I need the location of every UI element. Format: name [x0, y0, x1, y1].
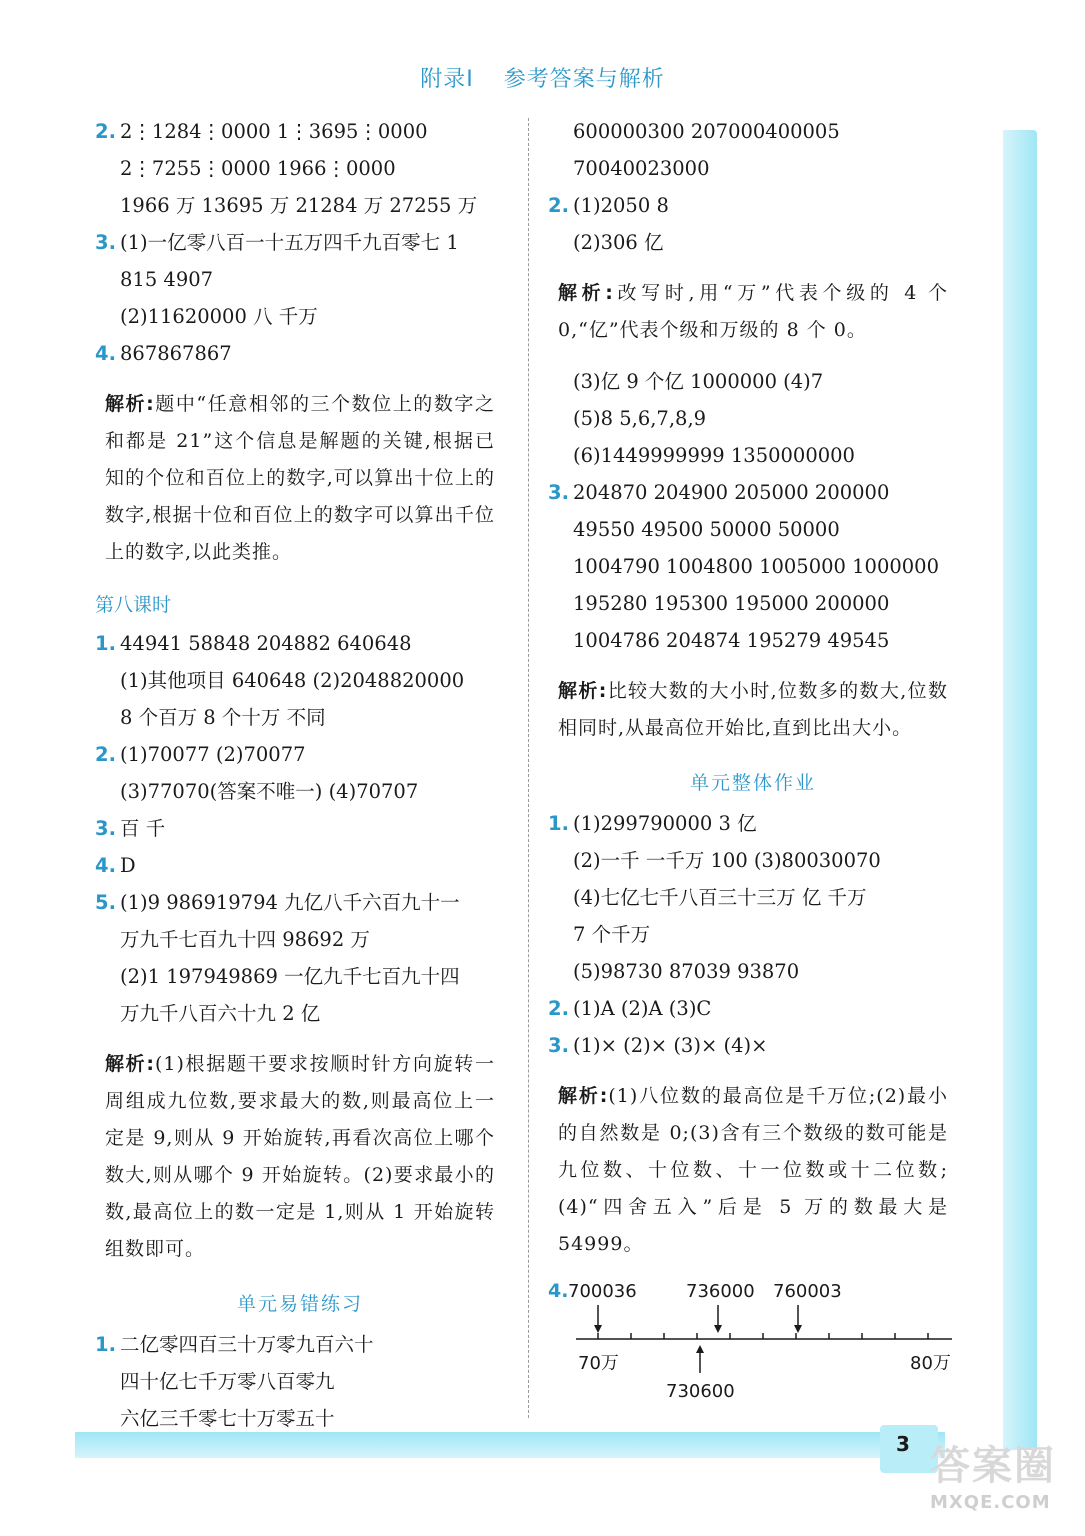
number-line-svg	[548, 1277, 958, 1407]
answer-line: 四十亿七千万零八百零九	[120, 1370, 335, 1393]
analysis-label: 解析:	[105, 393, 155, 415]
answer-text: (1)× (2)× (3)× (4)×	[573, 1034, 768, 1057]
answer-line: 195280 195300 195000 200000	[573, 592, 890, 615]
answer-line: 万九千七百九十四 98692 万	[120, 928, 370, 951]
answer-line: (1)其他项目 640648 (2)2048820000	[120, 669, 465, 692]
answer-line	[95, 884, 505, 921]
answer-line: (3)77070(答案不唯一) (4)70707	[120, 780, 419, 803]
answer-line: 7 个千万	[573, 923, 651, 946]
arrowhead-700036	[594, 1325, 602, 1333]
answer-line: (5)98730 87039 93870	[573, 960, 800, 983]
number-line-end-label: 80万	[910, 1353, 951, 1374]
analysis-label: 解析:	[558, 1085, 609, 1107]
analysis-block	[548, 1070, 958, 1269]
analysis-block	[95, 378, 505, 577]
answer-line	[548, 805, 958, 842]
answer-line: 815 4907	[120, 268, 214, 291]
answer-line: 六亿三千零七十万零五十	[120, 1407, 335, 1430]
header-title: 参考答案与解析	[503, 67, 665, 92]
answer-text: 44941 58848 204882 640648	[120, 632, 412, 655]
number-line-figure	[548, 1277, 958, 1407]
answer-line	[95, 113, 505, 150]
answer-line: (2)306 亿	[573, 231, 664, 254]
section-title: 单元易错练习	[236, 1293, 363, 1315]
question-number: 2.	[548, 997, 569, 1020]
analysis-label: 解析:	[558, 680, 608, 702]
analysis-text: 题中“任意相邻的三个数位上的数字之和都是 21”这个信息是解题的关键,根据已知的个位和百位上的数字,可以算出十位上的数字,根据十位和百位上的数字可以算出千位上的数字,以此类推。	[105, 393, 495, 563]
answer-line: 2⋮7255⋮0000 1966⋮0000	[120, 157, 396, 180]
answer-text: 204870 204900 205000 200000	[573, 481, 890, 504]
analysis-label: 解析:	[558, 282, 614, 304]
question-number: 2.	[95, 743, 116, 766]
answer-text: 二亿零四百三十万零九百六十	[120, 1333, 374, 1356]
watermark-text: 答案圈	[930, 1443, 1056, 1489]
number-line-label-760003: 760003	[773, 1281, 842, 1302]
answer-line	[95, 1326, 505, 1363]
analysis-block	[548, 665, 958, 753]
question-number: 1.	[95, 632, 116, 655]
answer-text: (1)9 986919794 九亿八千六百九十一	[120, 891, 460, 914]
number-line-label-736000: 736000	[686, 1281, 755, 1302]
question-number: 5.	[95, 891, 116, 914]
answer-text: (1)A (2)A (3)C	[573, 997, 712, 1020]
watermark-url: MXQE.COM	[930, 1492, 1051, 1513]
answer-text: (1)299790000 3 亿	[573, 812, 757, 835]
answer-line: 49550 49500 50000 50000	[573, 518, 840, 541]
answer-line: 1004786 204874 195279 49545	[573, 629, 890, 652]
answer-line	[95, 847, 505, 884]
page-header	[0, 62, 1085, 93]
answer-line	[95, 810, 505, 847]
answer-line: (4)七亿七千八百三十三万 亿 千万	[573, 886, 867, 909]
question-number: 4.	[548, 1280, 569, 1302]
question-number: 3.	[548, 1034, 569, 1057]
number-line-label-730600: 730600	[666, 1381, 735, 1402]
answer-text: D	[120, 854, 136, 877]
section-title: 单元整体作业	[689, 772, 816, 794]
right-column	[548, 113, 958, 1407]
question-number: 3.	[95, 817, 116, 840]
question-number: 2.	[548, 194, 569, 217]
question-number: 3.	[548, 481, 569, 504]
answer-line: 8 个百万 8 个十万 不同	[120, 706, 326, 729]
question-number: 4.	[95, 854, 116, 877]
analysis-block	[95, 1038, 505, 1274]
arrowhead-730600	[696, 1345, 704, 1353]
answer-line	[548, 1027, 958, 1064]
analysis-text: (1)八位数的最高位是千万位;(2)最小的自然数是 0;(3)含有三个数级的数可能是九位数、十位数、十一位数或十二位数;(4)“四舍五入”后是 5 万的数最大是 54999。	[558, 1085, 948, 1255]
question-number: 3.	[95, 231, 116, 254]
answer-line: (2)1 197949869 一亿九千七百九十四	[120, 965, 460, 988]
answer-line	[95, 625, 505, 662]
analysis-label: 解析:	[105, 1053, 155, 1075]
answer-line	[95, 224, 505, 261]
arrowhead-760003	[794, 1325, 802, 1333]
decorative-right-bar	[1003, 130, 1037, 1450]
answer-line: (6)1449999999 1350000000	[573, 444, 855, 467]
answer-text: (1)2050 8	[573, 194, 669, 217]
answer-text: 867867867	[120, 342, 232, 365]
answer-text: (1)一亿零八百一十五万四千九百零七 1	[120, 231, 459, 254]
question-number: 2.	[95, 120, 116, 143]
answer-line	[548, 474, 958, 511]
answer-line: 1004790 1004800 1005000 1000000	[573, 555, 939, 578]
analysis-text: 比较大数的大小时,位数多的数大,位数相同时,从最高位开始比,直到比出大小。	[558, 680, 948, 739]
analysis-text: (1)根据题干要求按顺时针方向旋转一周组成九位数,要求最大的数,则最高位上一定是 9,则从 9 开始旋转,再看次高位上哪个数大,则从哪个 9 开始旋转。(2)要求最小的数,最高位上的数一定是 1,则从 1 开始旋转组数即可。	[105, 1053, 495, 1260]
answer-line: 万九千八百六十九 2 亿	[120, 1002, 321, 1025]
column-divider	[528, 118, 529, 1418]
answer-text: 2⋮1284⋮0000 1⋮3695⋮0000	[120, 120, 428, 143]
arrowhead-736000	[714, 1325, 722, 1333]
page-number: 3	[896, 1432, 910, 1456]
analysis-block	[548, 267, 958, 355]
answer-text: (1)70077 (2)70077	[120, 743, 306, 766]
watermark-logo	[930, 1440, 1080, 1530]
number-line-ticks	[598, 1333, 928, 1339]
answer-line: 70040023000	[573, 157, 710, 180]
answer-line: (5)8 5,6,7,8,9	[573, 407, 707, 430]
number-line-start-label: 70万	[578, 1353, 619, 1374]
appendix-label: 附录Ⅰ	[420, 67, 474, 92]
left-column	[95, 113, 505, 1437]
answer-line	[548, 990, 958, 1027]
answer-text: 百 千	[120, 817, 166, 840]
answer-line	[95, 736, 505, 773]
question-number: 1.	[548, 812, 569, 835]
question-number: 4.	[95, 342, 116, 365]
answer-line: 600000300 207000400005	[573, 120, 840, 143]
answer-line: (2)11620000 八 千万	[120, 305, 318, 328]
answer-line	[95, 335, 505, 372]
number-line-label-700036: 700036	[568, 1281, 637, 1302]
section-title: 第八课时	[95, 594, 172, 616]
answer-line: (3)亿 9 个亿 1000000 (4)7	[573, 370, 824, 393]
answer-line	[548, 187, 958, 224]
answer-line: 1966 万 13695 万 21284 万 27255 万	[120, 194, 478, 217]
answer-line: (2)一千 一千万 100 (3)80030070	[573, 849, 881, 872]
question-number: 1.	[95, 1333, 116, 1356]
analysis-text: 改写时,用“万”代表个级的 4 个 0,“亿”代表个级和万级的 8 个 0。	[558, 282, 948, 341]
